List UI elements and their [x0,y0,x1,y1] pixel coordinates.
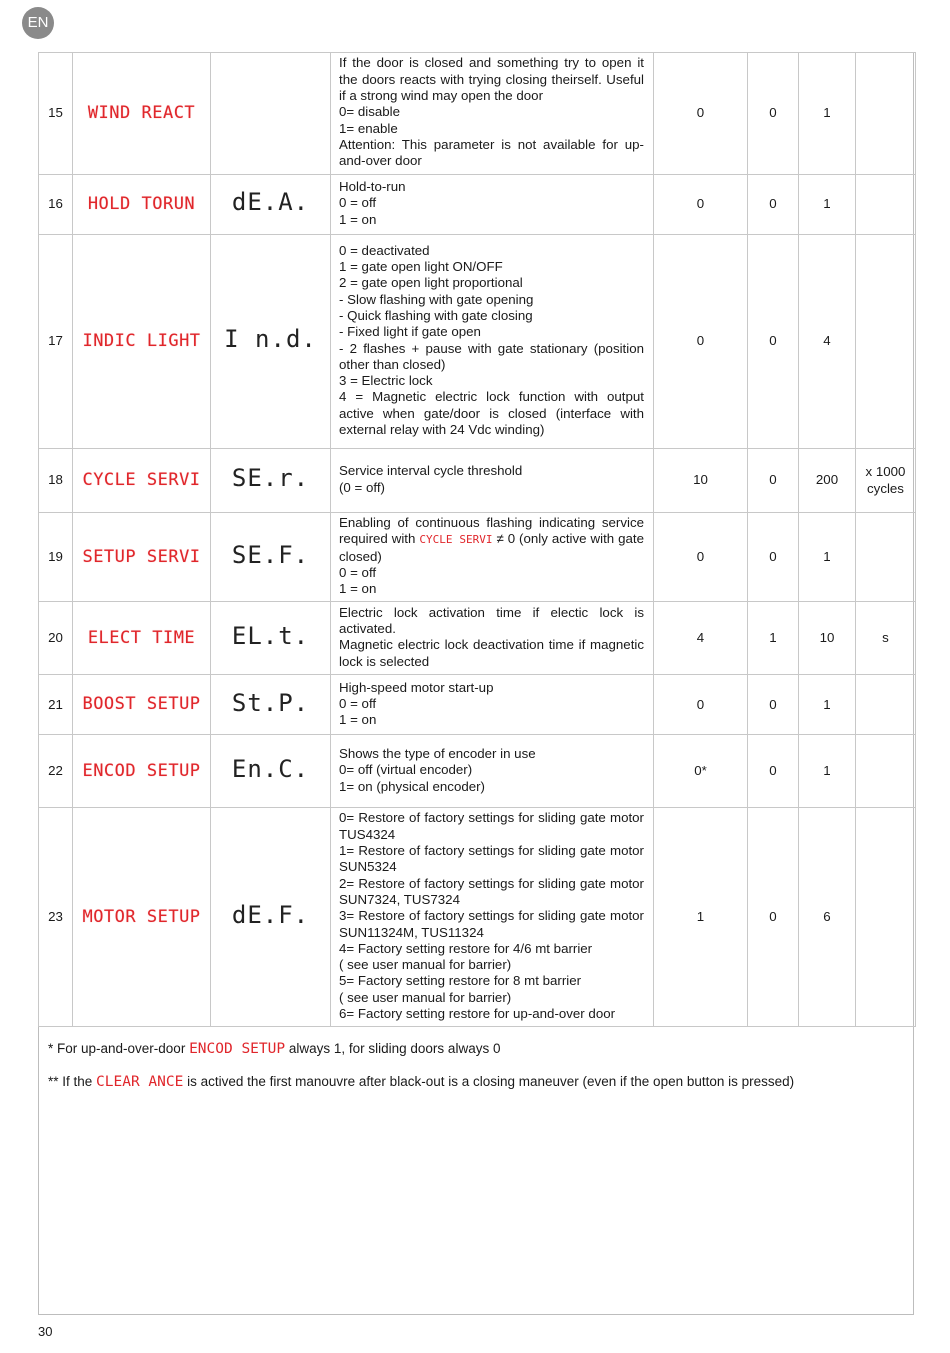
lcd-label: MOTOR SETUP [82,906,201,927]
description-line: 1= enable [339,120,398,136]
unit-value [856,513,916,602]
description-line: 2= Restore of factory settings for sliding gate motor SUN7324, TUS7324 [339,875,644,907]
description-line: 5= Factory setting restore for 8 mt barrier [339,973,582,989]
lcd-label: HOLD TORUN [87,193,196,214]
default-value: 0* [654,735,748,808]
table-row [39,449,916,513]
segment-code-cell [211,175,331,235]
segment-code: St.P. [231,688,310,717]
table-row [39,808,916,1027]
description-line: Shows the type of encoder in use [339,746,536,762]
segment-code: dE.A. [231,188,310,217]
language-badge: EN [22,7,54,39]
default-value: 4 [654,602,748,675]
lcd-label-cell [73,675,211,735]
segment-code: SE.r. [231,464,310,493]
segment-code-cell [211,675,331,735]
parameter-number: 16 [39,175,73,235]
lcd-label-cell [73,449,211,513]
segment-code: SE.F. [231,541,310,570]
table-row [39,675,916,735]
lcd-label-cell [73,735,211,808]
description-line: 2 = gate open light proportional [339,275,523,291]
lcd-label: INDIC LIGHT [82,330,201,351]
segment-code-cell [211,602,331,675]
description-cell [331,53,654,175]
lcd-label: BOOST SETUP [82,694,201,715]
description-line: - Slow flashing with gate opening [339,291,534,307]
description-line: (0 = off) [339,479,385,495]
description-line: - Fixed light if gate open [339,324,481,340]
min-value: 0 [748,808,799,1027]
default-value: 0 [654,235,748,449]
min-value: 0 [748,53,799,175]
unit-value: s [856,602,916,675]
parameter-number: 22 [39,735,73,808]
description-cell [331,808,654,1027]
parameter-number: 21 [39,675,73,735]
table-row [39,602,916,675]
description-line: Service interval cycle threshold [339,463,523,479]
description-text: ≠ 0 (only active with gate closed) [339,531,644,564]
min-value: 0 [748,175,799,235]
table-row [39,175,916,235]
unit-value [856,53,916,175]
table-row [39,235,916,449]
parameter-number: 15 [39,53,73,175]
default-value: 0 [654,53,748,175]
description-line: ( see user manual for barrier) [339,957,512,973]
description-line: If the door is closed and something try to open it the doors reacts with trying closing theirself. Useful if a strong wind may open the door [339,55,644,104]
description-line: 3 = Electric lock [339,373,433,389]
max-value: 200 [799,449,856,513]
table-row [39,735,916,808]
unit-value: x 1000 cycles [856,449,916,513]
lcd-label-cell [73,602,211,675]
min-value: 1 [748,602,799,675]
description-line: 3= Restore of factory settings for sliding gate motor SUN11324M, TUS11324 [339,908,644,940]
lcd-label-clear-ance: CLEAR ANCE [96,1074,184,1090]
min-value: 0 [748,513,799,602]
lcd-label-cell [73,175,211,235]
parameter-number: 18 [39,449,73,513]
parameter-number: 17 [39,235,73,449]
max-value: 6 [799,808,856,1027]
description-cell [331,513,654,602]
unit-value [856,735,916,808]
description-cell [331,175,654,235]
max-value: 1 [799,675,856,735]
description-line: 1 = on [339,581,377,597]
lcd-label-cell [73,53,211,175]
parameter-number: 19 [39,513,73,602]
lcd-inline-label: CYCLE SERVI [419,533,493,547]
description-cell [331,675,654,735]
segment-code: I n.d. [224,325,317,354]
lcd-label: CYCLE SERVI [82,469,201,490]
description-line: 1= on (physical encoder) [339,778,485,794]
lcd-label: SETUP SERVI [82,546,201,567]
max-value: 4 [799,235,856,449]
description-line: 1= Restore of factory settings for sliding gate motor SUN5324 [339,843,644,875]
description-line: Attention: This parameter is not available for up-and-over door [339,136,644,169]
min-value: 0 [748,235,799,449]
segment-code-cell [211,53,331,175]
parameter-number: 20 [39,602,73,675]
segment-code: dE.F. [231,901,310,930]
description-line: 1 = on [339,712,377,728]
description-line: 0= disable [339,104,400,120]
description-line: 0= Restore of factory settings for sliding gate motor TUS4324 [339,810,644,842]
lcd-label-cell [73,808,211,1027]
description-line: 0 = deactivated [339,242,430,258]
description-line [339,515,644,565]
default-value: 0 [654,675,748,735]
description-cell [331,235,654,449]
unit-value [856,235,916,449]
page-number: 30 [38,1324,53,1339]
description-line: 0 = off [339,195,377,211]
description-line: - Quick flashing with gate closing [339,307,533,323]
default-value: 1 [654,808,748,1027]
max-value: 1 [799,735,856,808]
description-cell [331,602,654,675]
segment-code-cell [211,235,331,449]
description-line: Electric lock activation time if electic lock is activated. [339,604,644,637]
max-value: 10 [799,602,856,675]
unit-value [856,808,916,1027]
description-line: High-speed motor start-up [339,679,494,695]
description-line: - 2 flashes + pause with gate stationary (position other than closed) [339,340,644,372]
segment-code-cell [211,808,331,1027]
lcd-label: ELECT TIME [87,627,196,648]
description-line: ( see user manual for barrier) [339,989,512,1005]
segment-code: En.C. [231,755,310,784]
description-line: 1 = on [339,211,377,227]
parameter-number: 23 [39,808,73,1027]
lcd-label-encod-setup: ENCOD SETUP [189,1041,286,1057]
description-line: Magnetic electric lock deactivation time if magnetic lock is selected [339,637,644,669]
description-text: Enabling of continuous flashing indicating service required with [339,515,644,547]
description-line: 4 = Magnetic electric lock function with output active when gate/door is closed (interface with external relay with 24 Vdc winding) [339,389,644,437]
footnote-clearance: ** If the CLEAR ANCE is actived the first manouvre after black-out is a closing maneuver (even if the open button is pressed) [48,1074,795,1090]
segment-code-cell [211,449,331,513]
min-value: 0 [748,449,799,513]
description-line: 0 = off [339,564,377,580]
description-line: 1 = gate open light ON/OFF [339,259,503,275]
description-cell [331,449,654,513]
description-cell [331,735,654,808]
parameters-table [38,52,916,1027]
table-row [39,53,916,175]
min-value: 0 [748,675,799,735]
description-line: 4= Factory setting restore for 4/6 mt barrier [339,940,593,956]
max-value: 1 [799,175,856,235]
unit-value [856,675,916,735]
lcd-label: WIND REACT [87,102,196,123]
lcd-label: ENCOD SETUP [82,760,201,781]
description-line: 6= Factory setting restore for up-and-over door [339,1006,616,1022]
max-value: 1 [799,53,856,175]
footnotes [48,1041,794,1107]
lcd-label-cell [73,235,211,449]
segment-code-cell [211,513,331,602]
description-line: 0= off (virtual encoder) [339,762,473,778]
max-value: 1 [799,513,856,602]
segment-code-cell [211,735,331,808]
footnote-encoder: * For up-and-over-door ENCOD SETUP always 1, for sliding doors always 0 [48,1041,501,1057]
default-value: 0 [654,513,748,602]
segment-code: EL.t. [231,622,310,651]
default-value: 10 [654,449,748,513]
unit-value [856,175,916,235]
description-line: Hold-to-run [339,179,406,195]
table-row [39,513,916,602]
description-line: 0 = off [339,695,377,711]
min-value: 0 [748,735,799,808]
default-value: 0 [654,175,748,235]
lcd-label-cell [73,513,211,602]
